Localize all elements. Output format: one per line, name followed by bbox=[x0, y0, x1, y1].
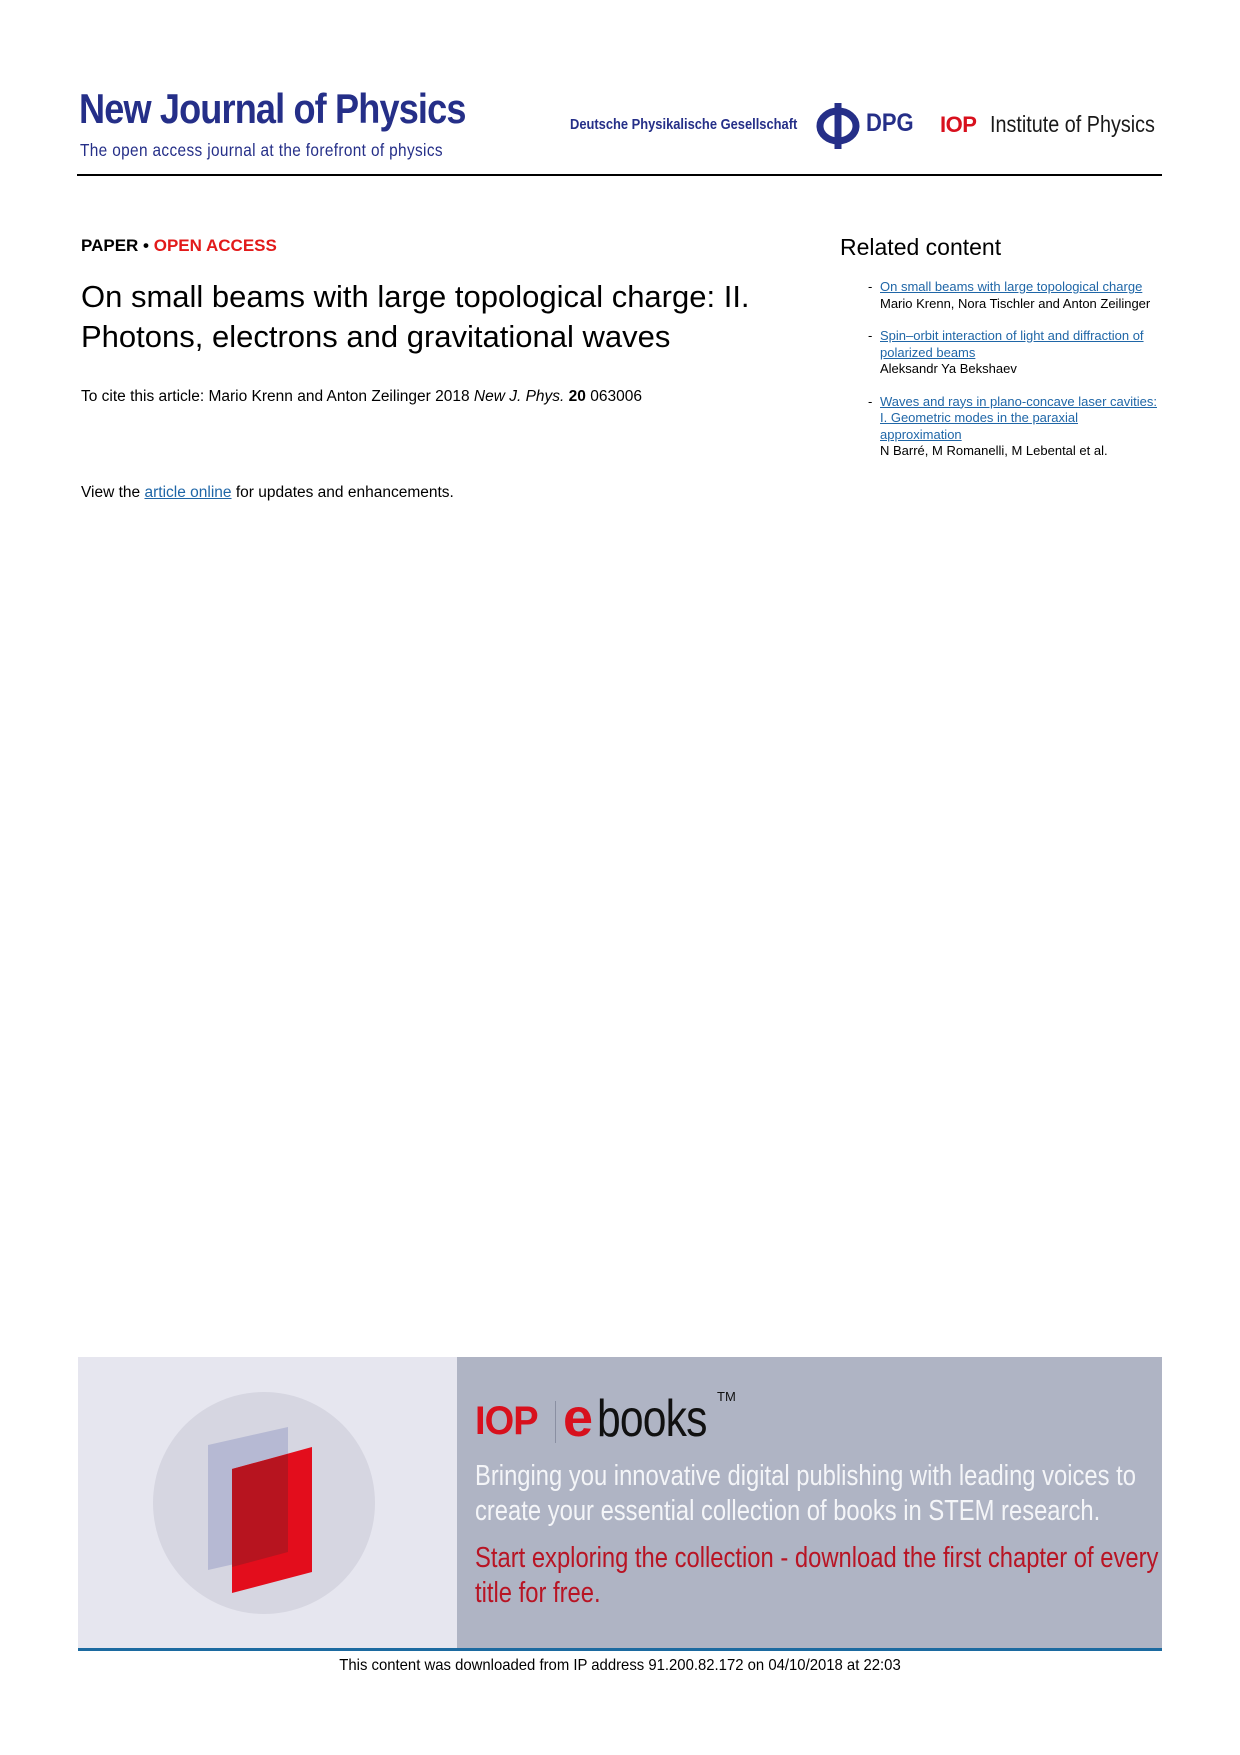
ebooks-logo-e: e bbox=[563, 1388, 594, 1448]
footer-divider bbox=[78, 1648, 1162, 1651]
citation-article-number: 063006 bbox=[585, 388, 642, 405]
ebooks-logo-books: books bbox=[597, 1390, 707, 1448]
list-dash: - bbox=[868, 393, 873, 409]
citation-volume: 20 bbox=[568, 388, 586, 405]
related-item-authors: N Barré, M Romanelli, M Lebental et al. bbox=[880, 443, 1108, 458]
citation-line bbox=[81, 388, 642, 406]
view-online-line bbox=[81, 484, 454, 502]
banner-call-to-action[interactable]: Start exploring the collection - download the first chapter of every title for free. bbox=[475, 1542, 1159, 1609]
ebooks-logo-trademark: TM bbox=[717, 1389, 736, 1404]
list-dash: - bbox=[868, 328, 873, 343]
related-item-link[interactable]: Waves and rays in plano-concave laser cavities: I. Geometric modes in the paraxial approximation bbox=[880, 393, 1157, 442]
banner-text-panel bbox=[457, 1357, 1162, 1648]
related-content-heading: Related content bbox=[840, 234, 1002, 260]
related-content-list bbox=[868, 279, 1158, 476]
citation-journal: New J. Phys. bbox=[473, 388, 565, 405]
view-online-suffix: for updates and enhancements. bbox=[231, 484, 454, 501]
ebook-pages-icon bbox=[208, 1427, 318, 1597]
dpg-abbreviation: DPG bbox=[866, 109, 914, 137]
related-item-link[interactable]: On small beams with large topological charge bbox=[880, 279, 1143, 294]
article-title: On small beams with large topological charge: II. Photons, electrons and gravitational waves bbox=[81, 279, 750, 354]
related-item bbox=[868, 328, 1158, 378]
iop-logo-abbreviation: IOP bbox=[940, 112, 977, 137]
related-item bbox=[868, 279, 1158, 312]
article-online-link[interactable]: article online bbox=[144, 484, 232, 501]
dpg-society-name: Deutsche Physikalische Gesellschaft bbox=[570, 116, 798, 133]
related-item-link[interactable]: Spin–orbit interaction of light and diffraction of polarized beams bbox=[880, 328, 1144, 360]
ebooks-logo-iop: IOP bbox=[475, 1399, 538, 1443]
paper-type-label: PAPER bbox=[81, 236, 139, 255]
banner-tagline: Bringing you innovative digital publishing with leading voices to create your essential collection of books in STEM research. bbox=[475, 1460, 1136, 1527]
list-dash: - bbox=[868, 279, 873, 294]
related-item-authors: Aleksandr Ya Bekshaev bbox=[880, 361, 1017, 376]
iop-institute-name: Institute of Physics bbox=[990, 111, 1155, 137]
open-access-label: OPEN ACCESS bbox=[153, 236, 277, 255]
citation-prefix: To cite this article: Mario Krenn and Anton Zeilinger 2018 bbox=[81, 388, 474, 405]
view-online-prefix: View the bbox=[81, 484, 145, 501]
journal-title: New Journal of Physics bbox=[79, 85, 466, 132]
journal-tagline: The open access journal at the forefront of physics bbox=[80, 140, 443, 160]
iop-ebooks-banner[interactable] bbox=[78, 1357, 1162, 1648]
article-kicker bbox=[81, 236, 277, 256]
ebooks-logo-separator bbox=[555, 1401, 556, 1443]
banner-graphic-panel bbox=[78, 1357, 457, 1648]
related-item-authors: Mario Krenn, Nora Tischler and Anton Zeilinger bbox=[880, 295, 1151, 311]
kicker-separator: • bbox=[138, 236, 154, 255]
dpg-phi-logo-icon bbox=[816, 103, 860, 149]
related-item bbox=[868, 394, 1158, 460]
header-divider bbox=[77, 174, 1162, 176]
download-info: This content was downloaded from IP address 91.200.82.172 on 04/10/2018 at 22:03 bbox=[339, 1657, 901, 1674]
